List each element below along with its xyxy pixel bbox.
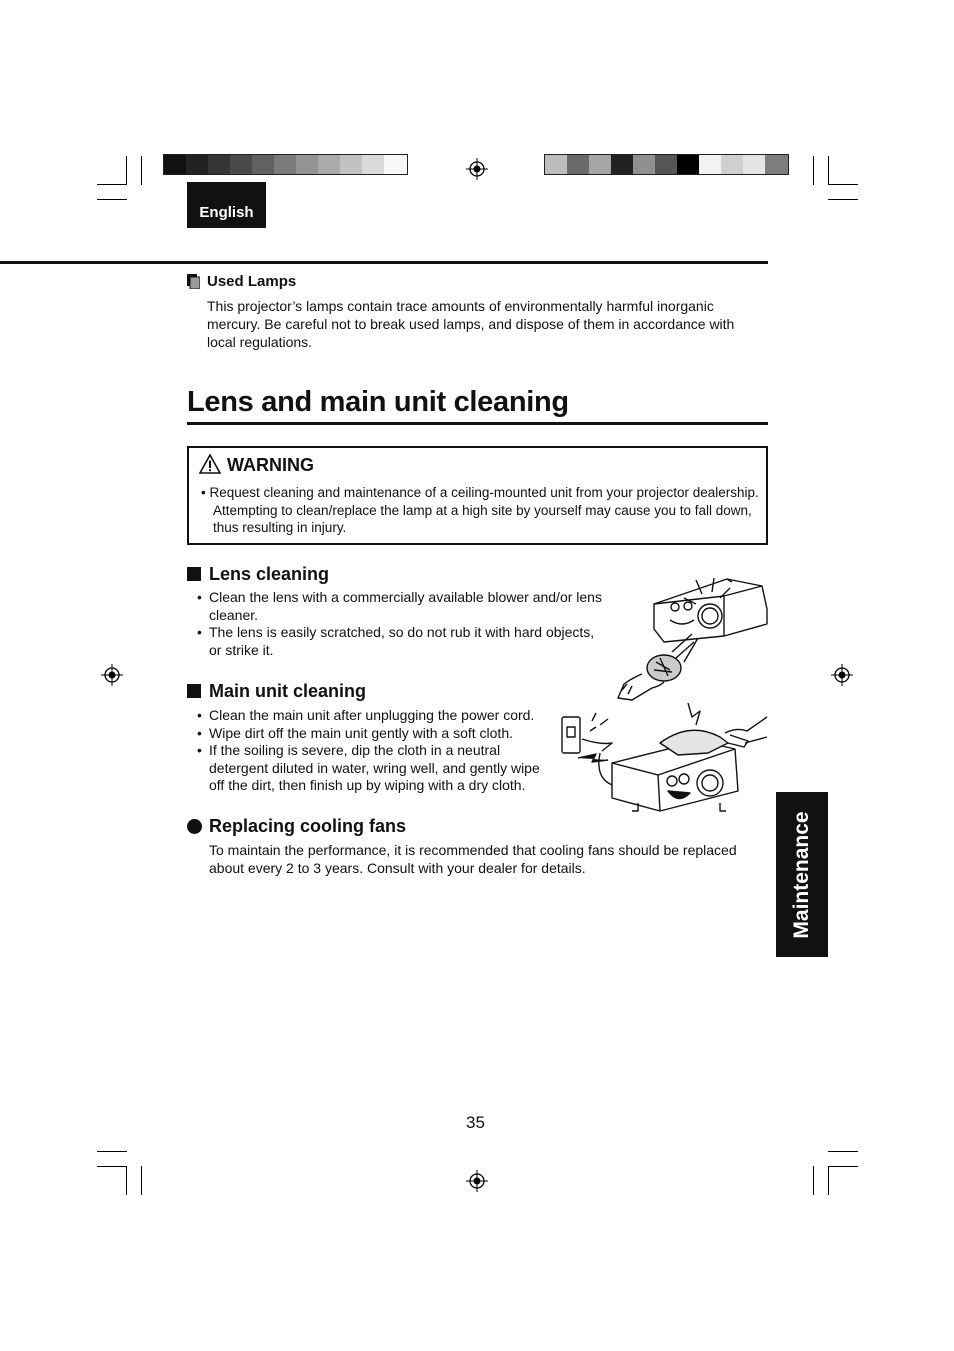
- crop-mark: [828, 156, 829, 185]
- crop-mark: [828, 1166, 829, 1195]
- warning-title: WARNING: [227, 455, 314, 475]
- crop-mark: [828, 184, 858, 185]
- language-tab: [187, 182, 266, 228]
- projector-wipe-illustration: [560, 703, 770, 820]
- registration-mark-icon: [831, 664, 853, 686]
- cooling-fans-title: Replacing cooling fans: [209, 816, 407, 836]
- circle-bullet-icon: [187, 819, 202, 834]
- gray-scale-bar-left: [163, 154, 408, 175]
- main-unit-cleaning-list: [197, 707, 555, 795]
- list-item: • Wipe dirt off the main unit gently with a soft cloth.: [197, 725, 555, 743]
- gray-scale-bar-right: [544, 154, 789, 175]
- crop-mark: [141, 1166, 142, 1195]
- warning-box: [187, 446, 768, 545]
- crop-mark: [141, 156, 142, 185]
- projector-lens-illustration: [612, 574, 770, 704]
- lens-cleaning-title: Lens cleaning: [209, 564, 330, 584]
- crop-mark: [126, 1166, 127, 1195]
- crop-mark: [813, 156, 814, 185]
- cooling-fans-text: To maintain the performance, it is recommended that cooling fans should be replaced about every 2 to 3 years. Consult with your dealer for details.: [209, 842, 737, 876]
- list-item: • If the soiling is severe, dip the cloth in a neutral detergent diluted in water, wring well, and gently wipe off the dirt, then finish up by wiping with a dry cloth.: [197, 742, 555, 795]
- title-rule: [187, 422, 768, 425]
- list-item: • Clean the main unit after unplugging the power cord.: [197, 707, 555, 725]
- list-item: • The lens is easily scratched, so do not rub it with hard objects, or strike it.: [197, 624, 609, 659]
- used-lamps-text: This projector’s lamps contain trace amounts of environmentally harmful inorganic mercury. Be careful not to break used lamps, and dispose of them in accordance with local regulations.: [207, 298, 735, 350]
- crop-mark: [97, 184, 127, 185]
- cooling-fans-heading: [187, 816, 406, 837]
- main-unit-cleaning-title: Main unit cleaning: [209, 681, 367, 701]
- warning-triangle-icon: [199, 454, 221, 474]
- page-title: Lens and main unit cleaning: [187, 386, 569, 418]
- crop-mark: [828, 199, 858, 200]
- crop-mark: [97, 1151, 127, 1152]
- crop-mark: [828, 1151, 858, 1152]
- registration-mark-icon: [466, 158, 488, 180]
- crop-mark: [126, 156, 127, 185]
- crop-mark: [97, 1166, 127, 1167]
- header-rule: [0, 261, 768, 264]
- crop-mark: [813, 1166, 814, 1195]
- lens-cleaning-list: [197, 589, 609, 659]
- crop-mark: [97, 199, 127, 200]
- language-label: English: [199, 204, 254, 221]
- square-bullet-icon: [187, 684, 201, 698]
- square-bullet-icon: [187, 567, 201, 581]
- crop-mark: [828, 1166, 858, 1167]
- list-item: • Clean the lens with a commercially available blower and/or lens cleaner.: [197, 589, 609, 624]
- lens-cleaning-heading: [187, 564, 329, 585]
- section-side-tab-label: Maintenance: [790, 810, 813, 939]
- used-lamps-title: Used Lamps: [207, 273, 297, 290]
- page-corner-icon: [187, 274, 200, 289]
- registration-mark-icon: [466, 1170, 488, 1192]
- main-unit-cleaning-heading: [187, 681, 366, 702]
- page-number: 35: [466, 1113, 485, 1132]
- registration-mark-icon: [101, 664, 123, 686]
- warning-text: • Request cleaning and maintenance of a ceiling-mounted unit from your projector dealership. Attempting to clean/replace the lamp at a high site by yourself may cause you to fall down, thus resulting in injury.: [201, 485, 759, 535]
- section-side-tab: [776, 792, 828, 957]
